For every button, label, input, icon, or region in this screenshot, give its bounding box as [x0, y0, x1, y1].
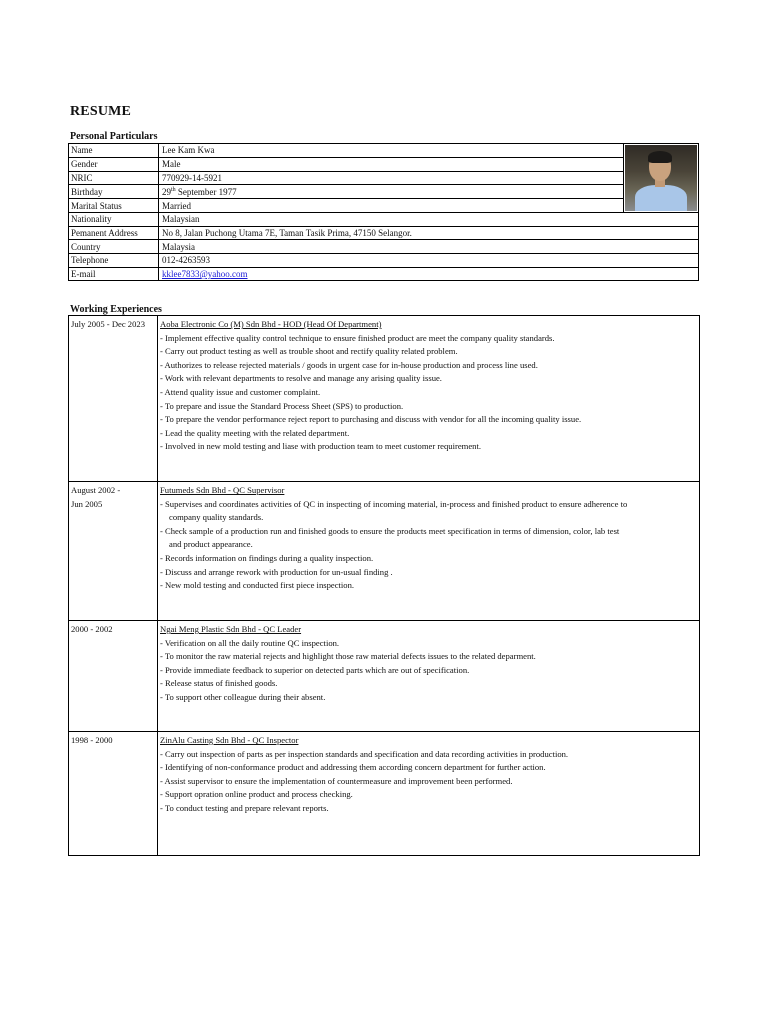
personal-row-telephone: [69, 254, 699, 268]
job-duty: - Involved in new mold testing and liase with production team to meet customer requirement.: [160, 441, 481, 452]
marital-status-label: Marital Status: [69, 199, 159, 213]
gender-label: Gender: [69, 157, 159, 171]
address-label: Pemanent Address: [69, 226, 159, 240]
job-duty: - Work with relevant departments to resolve and manage any arising quality issue.: [160, 373, 442, 384]
name-value: Lee Kam Kwa: [159, 144, 624, 158]
birthday-label: Birthday: [69, 185, 159, 199]
job-company-title: ZinAlu Casting Sdn Bhd - QC Inspector: [160, 735, 299, 745]
job-duty: - Implement effective quality control technique to ensure finished product are meet the company quality standards.: [160, 332, 555, 343]
gender-value: Male: [159, 157, 624, 171]
birthday-day: 29: [162, 186, 171, 197]
nric-label: NRIC: [69, 171, 159, 185]
country-label: Country: [69, 240, 159, 254]
job-period-line: July 2005 - Dec 2023: [71, 319, 145, 329]
working-experiences-table: [68, 315, 700, 856]
job-period-line: Jun 2005: [71, 498, 103, 509]
job-duty: - Lead the quality meeting with the related department.: [160, 427, 350, 438]
job-duty: - Identifying of non-conformance product and addressing them according concern department for further action.: [160, 762, 546, 773]
job-details: [158, 621, 700, 732]
birthday-rest: September 1977: [175, 186, 237, 197]
job-details: [158, 732, 700, 856]
job-duty-continuation: and product appearance.: [169, 539, 253, 550]
resume-title: RESUME: [70, 104, 132, 119]
job-duty: - To monitor the raw material rejects and highlight those raw material defects issues to the related deparment.: [160, 651, 536, 662]
personal-row-name: [69, 144, 699, 158]
job-period: [69, 732, 158, 856]
job-company-title: Aoba Electronic Co (M) Sdn Bhd - HOD (Head Of Department): [160, 319, 382, 329]
job-duty: - Assist supervisor to ensure the implementation of countermeasure and improvement been performed.: [160, 775, 513, 786]
job-duty: - Provide immediate feedback to superior on detected parts which are out of specification.: [160, 664, 470, 675]
personal-row-gender: [69, 157, 699, 171]
job-duty: - Check sample of a production run and finished goods to ensure the products meet specification in terms of dimension, color, lab test: [160, 525, 620, 536]
photo-cell: [624, 144, 699, 213]
job-duty: - Release status of finished goods.: [160, 678, 278, 689]
job-duty: - Attend quality issue and customer complaint.: [160, 386, 321, 397]
telephone-value: 012-4263593: [159, 254, 699, 268]
personal-row-birthday: [69, 185, 699, 199]
job-period-line: 2000 - 2002: [71, 624, 113, 634]
job-row: [69, 316, 700, 482]
nationality-value: Malaysian: [159, 213, 699, 227]
job-duty-continuation: company quality standards.: [169, 512, 264, 523]
job-duty: - Carry out product testing as well as trouble shoot and rectify quality related problem.: [160, 346, 458, 357]
job-duty: - Discuss and arrange rework with production for un-usual finding .: [160, 566, 393, 577]
personal-row-country: [69, 240, 699, 254]
nric-value: 770929-14-5921: [159, 171, 624, 185]
job-duty: - New mold testing and conducted first piece inspection.: [160, 580, 355, 591]
job-duty: - To conduct testing and prepare relevant reports.: [160, 802, 329, 813]
personal-row-nric: [69, 171, 699, 185]
job-duty: - Supervises and coordinates activities of QC in inspecting of incoming material, in-process and finished product to ensure adherence to: [160, 498, 628, 509]
birthday-value: [159, 185, 624, 199]
job-duty: - Verification on all the daily routine QC inspection.: [160, 637, 340, 648]
personal-row-marital: [69, 199, 699, 213]
job-duty: - Support opration online product and process checking.: [160, 789, 353, 800]
job-period: [69, 316, 158, 482]
job-duty: - To support other colleague during their absent.: [160, 691, 326, 702]
job-company-title: Ngai Meng Plastic Sdn Bhd - QC Leader: [160, 624, 302, 634]
birthday-suffix: th: [171, 186, 176, 193]
job-row: [69, 732, 700, 856]
job-period: [69, 621, 158, 732]
nationality-label: Nationality: [69, 213, 159, 227]
personal-row-email: [69, 267, 699, 281]
job-duty: - To prepare the vendor performance reject report to purchasing and discuss with vendor for all the incoming quality issue.: [160, 414, 582, 425]
job-duty: - Records information on findings during a quality inspection.: [160, 552, 374, 563]
working-experiences-heading: Working Experiences: [70, 304, 162, 315]
job-row: [69, 621, 700, 732]
email-link[interactable]: kklee7833@yahoo.com: [162, 269, 248, 280]
personal-row-nationality: [69, 213, 699, 227]
portrait-photo: [625, 145, 697, 211]
address-value: No 8, Jalan Puchong Utama 7E, Taman Tasik Prima, 47150 Selangor.: [159, 226, 699, 240]
email-cell: [159, 267, 699, 281]
job-duty: - To prepare and issue the Standard Process Sheet (SPS) to production.: [160, 400, 404, 411]
personal-row-address: [69, 226, 699, 240]
country-value: Malaysia: [159, 240, 699, 254]
job-period: [69, 482, 158, 621]
personal-particulars-heading: Personal Particulars: [70, 131, 158, 142]
job-duty: - Authorizes to release rejected materials / goods in urgent case for in-house production and process line used.: [160, 359, 538, 370]
personal-particulars-table: [68, 143, 699, 281]
telephone-label: Telephone: [69, 254, 159, 268]
job-period-line: 1998 - 2000: [71, 735, 113, 745]
job-company-title: Futumeds Sdn Bhd - QC Supervisor: [160, 485, 285, 495]
job-details: [158, 482, 700, 621]
job-duty: - Carry out inspection of parts as per inspection standards and specification and data recording activities in production.: [160, 748, 569, 759]
job-details: [158, 316, 700, 482]
job-row: [69, 482, 700, 621]
job-period-line: August 2002 -: [71, 485, 121, 495]
email-label: E-mail: [69, 267, 159, 281]
marital-status-value: Married: [159, 199, 624, 213]
name-label: Name: [69, 144, 159, 158]
